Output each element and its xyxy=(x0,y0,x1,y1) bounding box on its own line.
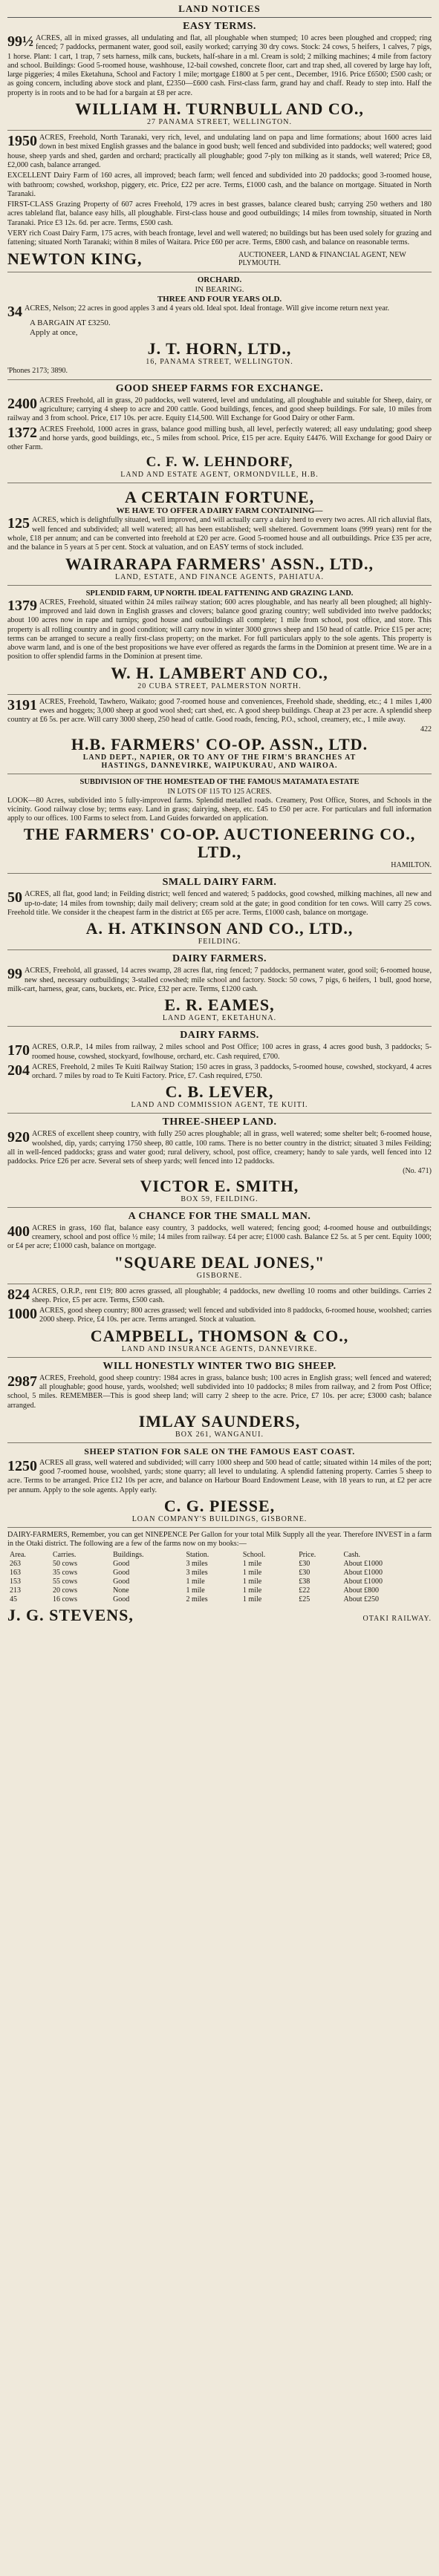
advertiser-address: LAND AGENT, EKETAHUNA. xyxy=(162,1014,277,1023)
advertiser-name: J. G. STEVENS, xyxy=(7,1605,134,1624)
ad-subtitle: IN LOTS OF 115 TO 125 ACRES. xyxy=(167,787,272,796)
ad-reference: (No. 471) xyxy=(403,1166,432,1175)
table-cell: 1 mile xyxy=(242,1577,262,1586)
ad-piesse xyxy=(7,1443,432,1528)
advertiser-address: BOX 59, FEILDING. xyxy=(181,1194,258,1203)
advertiser-name: C. G. PIESSE, xyxy=(163,1497,276,1516)
ad-body: 1950 ACRES, Freehold, North Taranaki, very rich, level, and undulating land on papa and lime formations; about 1600 acres laid down in best mixed English grasses and the balance in good bush; well fenced and subdivided into paddocks; well watered; good house, sheep yards and shed, garden and orchard; practically all ploughable; good 7-ply ton milking as it stands, well watered; Price £8, £2,000 cash, balance arranged. xyxy=(7,133,432,169)
advertiser-address: 16, PANAMA STREET, WELLINGTON. xyxy=(146,357,293,366)
table-row xyxy=(7,1595,432,1604)
advertiser-address: 27 PANAMA STREET, WELLINGTON. xyxy=(146,118,293,127)
table-cell: 213 xyxy=(10,1586,21,1595)
lead-number: 1250 xyxy=(7,1457,37,1474)
ad-title: SPLENDID FARM, UP NORTH. IDEAL FATTENING AND GRAZING LAND. xyxy=(85,589,354,598)
table-cell: About £1000 xyxy=(343,1577,383,1586)
advertiser-name: NEWTON KING, xyxy=(7,249,143,268)
advertiser-address: OTAKI RAILWAY. xyxy=(362,1614,432,1623)
ad-price: A BARGAIN AT £3250. xyxy=(30,318,111,327)
table-cell: About £1000 xyxy=(343,1568,383,1577)
table-row xyxy=(7,1569,432,1578)
section-header: LAND NOTICES xyxy=(7,1,432,18)
ad-atkinson xyxy=(7,874,432,950)
table-cell: 3 miles xyxy=(186,1568,208,1577)
advertiser-address: GISBORNE. xyxy=(196,1271,243,1280)
advertiser-address: LAND AND COMMISSION AGENT, TE KUITI. xyxy=(131,1101,308,1110)
ad-body: 1379 ACRES, Freehold, situated within 24 miles railway station; 600 acres ploughable, and has nearly all been ploughed; all highly-improved and laid down in English grasses and clovers; balance good grazing country; well subdivided into twelve paddocks; about 100 acres now in rape and turnips; good house and outbuildings all complete; 1 mile from school, post office, and store. This property is all rolling country and in good condition; will carry now in winter 3000 grows sheep and 150 head of cattle. Price £15 per acre; terms can be arranged to secure a really first-class property; on the market. For full particulars apply to the sole agents. This property is above warm land, and is one of the best propositions we have ever offered as regards the farms in the Dominion at present time. We are in a position to offer splendid farms in the Dominion at present time. xyxy=(7,597,432,661)
table-row xyxy=(7,1578,432,1586)
column-header: Carries. xyxy=(52,1550,77,1559)
ad-body: 99 ACRES, Freehold, all grassed, 14 acres swamp, 28 acres flat, ring fenced; 7 paddocks, permanent water, good soil; 6-roomed house, new shed, necessary outbuildings; 3-stalled cowshed; mile school and factory. Stock: 50 cows, 7 pigs, 6 heifers, 1 bull, good horse, milk-cart, harness, gear, cans, buckets, etc. Price, £32 per acre. Terms, £1200 cash. xyxy=(7,966,432,993)
table-cell: £22 xyxy=(299,1586,310,1595)
table-cell: 35 cows xyxy=(52,1568,78,1577)
advertiser-name: A. H. ATKINSON AND CO., LTD., xyxy=(85,919,354,938)
table-cell: 1 mile xyxy=(242,1568,262,1577)
table-cell: £30 xyxy=(299,1568,310,1577)
column-header: Cash. xyxy=(343,1550,360,1559)
table-cell: 1 mile xyxy=(242,1586,262,1595)
ad-title: SHEEP STATION FOR SALE ON THE FAMOUS EAST COAST. xyxy=(84,1445,355,1457)
advertiser-name: IMLAY SAUNDERS, xyxy=(138,1411,301,1431)
ad-smith xyxy=(7,1114,432,1207)
lead-number: 400 xyxy=(7,1223,30,1240)
table-cell: £25 xyxy=(299,1595,310,1604)
column-header: Station. xyxy=(186,1550,209,1559)
advertiser-name: C. F. W. LEHNDORF, xyxy=(146,454,293,471)
table-cell: About £800 xyxy=(343,1586,379,1595)
land-notices-page xyxy=(7,0,432,1628)
ad-lambert xyxy=(7,586,432,695)
ad-matamata xyxy=(7,774,432,875)
advertiser-tag: AUCTIONEER, LAND & FINANCIAL AGENT, NEW PLYMOUTH. xyxy=(238,250,406,267)
lead-number: 920 xyxy=(7,1129,30,1146)
table-cell: About £1000 xyxy=(343,1559,383,1568)
ad-campbell-thomson xyxy=(7,1284,432,1358)
table-cell: Good xyxy=(113,1559,130,1568)
table-cell: 50 cows xyxy=(52,1559,78,1568)
ad-apply: Apply at once, xyxy=(30,327,78,337)
advertiser-address: LAND AND INSURANCE AGENTS, DANNEVIRKE. xyxy=(121,1344,318,1353)
ad-hb-farmers xyxy=(7,695,432,774)
ad-body: 3191 ACRES, Freehold, Tawhero, Waikato; good 7-roomed house and conveniences, Freehold shade, shedding, etc.; 4 1 miles 1,400 ewes and hoggets; 3,000 sheep at good wool shed; cart shed, etc. A good sheep buildings. Cheap at 23 per acre. A splendid sheep country at £6 5s. per acre. Will carry 3000 sheep, 250 head of cattle. Good roads, fencing, P.O., school, creamery, etc., 1 mile away. xyxy=(7,696,432,725)
advertiser-name: C. B. LEVER, xyxy=(165,1082,274,1102)
table-cell: Good xyxy=(113,1595,130,1604)
lead-number: 824 xyxy=(7,1286,30,1303)
table-cell: 153 xyxy=(10,1577,21,1586)
ad-wairarapa xyxy=(7,483,432,585)
lead-number: 204 xyxy=(7,1062,30,1079)
ad-body: 170 ACRES, O.R.P., 14 miles from railway, 2 miles school and Post Office; 100 acres in grass, 4 acres good bush, 3 paddocks; 5-roomed house, cowshed, stockyard, fowlhouse, orchard, etc. Cash required, £700. xyxy=(7,1042,432,1061)
ad-subtitle: WE HAVE TO OFFER A DAIRY FARM CONTAINING— xyxy=(116,506,323,516)
ad-title: DAIRY FARMERS. xyxy=(172,953,267,965)
lead-number: 1000 xyxy=(7,1306,37,1323)
table-cell: 3 miles xyxy=(186,1559,208,1568)
advertiser-name: WAIRARAPA FARMERS' ASSN., LTD., xyxy=(65,554,374,573)
table-row xyxy=(7,1560,432,1569)
advertiser-address: BOX 261, WANGANUI. xyxy=(175,1430,264,1439)
table-cell: 1 mile xyxy=(242,1559,262,1568)
table-cell: 55 cows xyxy=(52,1577,78,1586)
table-cell: 2 miles xyxy=(186,1595,208,1604)
ad-newton-king xyxy=(7,131,432,272)
lead-number: 50 xyxy=(7,889,22,906)
advertiser-phone: 'Phones 2173; 3890. xyxy=(7,366,68,375)
lead-number: 99½ xyxy=(7,33,33,50)
lead-number: 1379 xyxy=(7,597,37,614)
advertiser-address: LAND, ESTATE, AND FINANCE AGENTS, PAHIATUA. xyxy=(114,572,324,581)
ad-title: EASY TERMS. xyxy=(183,21,256,32)
advertiser-name: VICTOR E. SMITH, xyxy=(140,1176,299,1195)
advertiser-address: LOAN COMPANY'S BUILDINGS, GISBORNE. xyxy=(131,1515,308,1524)
column-header: Buildings. xyxy=(113,1550,144,1559)
advertiser-name: J. T. HORN, LTD., xyxy=(147,339,292,358)
ad-lehndorf xyxy=(7,380,432,484)
ad-body: 99½ ACRES, all in mixed grasses, all undulating and flat, all ploughable when stumped; 10 acres been ploughed and cropped; ring fenced; 7 paddocks, permanent water, good soil, easily worked; carrying 30 dry cows. Stock: 24 cows, 5 heifers, 1 calves, 7 pigs, 1 horse. Plant: 1 cart, 1 trap, 7 sets harness, milk cans, buckets, half-share in a ml. Cream is sold; 2 milking machines; 4 mile from factory and school. Buildings: Good 5-roomed house, washhouse, 12-bail cowshed, concrete floor, cart and trap shed, all covered by large hay loft, large piggeries; 4 miles Eketahuna, School and Factory 1 mile; mortgage £1800 at 5 per cent., December, 1916. Price £6500; £500 cash; or as going concern, including above stock and plant, £2350—£600 cash. First-class farm, grand hay and chaff. Ready to step into. Half the property is in roots and to be had for a bargain at £8 per acre. xyxy=(7,33,432,97)
ad-title: THREE-SHEEP LAND. xyxy=(162,1117,277,1128)
ad-title: SMALL DAIRY FARM. xyxy=(162,877,277,889)
table-cell: 1 mile xyxy=(186,1586,205,1595)
ad-body: 125 ACRES, which is delightfully situated, well improved, and will actually carry a dairy herd to every two acres. All rich alluvial flats, well fenced and subdivided; all well watered; all has been established; well sheltered. Government loans (999 years) rent for the whole, £18 per annum; and can be converted into freehold at £20 per acre. Good 5-roomed house and all outbuildings. Price £35 per acre, and the balance in 5 years at 5 per cent. Stock at valuation, and on EASY terms of stock included. xyxy=(7,515,432,552)
column-header: Area. xyxy=(10,1550,26,1559)
advertiser-name: W. H. LAMBERT AND CO., xyxy=(111,663,328,682)
ad-body: 824 ACRES, O.R.P., rent £19; 800 acres grassed, all ploughable; 4 paddocks, new dwelling 10 rooms and other buildings. Carries 2 sheep. Price, £5 per acre. Terms, £500 cash. xyxy=(7,1286,432,1304)
ad-body: 50 ACRES, all flat, good land; in Feilding district; well fenced and watered; 5 paddocks, good cowshed, milking machines, all new and up-to-date; 14 miles from township; daily mail delivery; cream sold at the gate; in good condition for ten cows. Will carry 25 cows. Freehold title. We consider it the cheapest farm in the district at £65 per acre. Terms, £1000 cash, balance on mortgage. xyxy=(7,889,432,918)
table-header-row xyxy=(7,1551,432,1560)
ad-stevens xyxy=(7,1528,432,1628)
table-cell: £30 xyxy=(299,1559,310,1568)
ad-title: A CERTAIN FORTUNE, xyxy=(124,488,314,507)
ad-body: 920 ACRES of excellent sheep country, with fully 250 acres ploughable; all in grass, well watered; some shelter belt; 6-roomed house, woolshed, dip, yards; carrying 1750 sheep, 80 cattle, 100 rams. There is no better country in the district; situated 3 miles Feilding; all in well-fenced paddocks; grass and water good; rural delivery, school, post office, creamery; handy to sale yards, well fenced into 12 paddocks. Price £26 per acre. Several sets of sheep yards; well fenced into 12 paddocks. xyxy=(7,1129,432,1166)
lead-number: 34 xyxy=(7,303,22,320)
ad-title: ORCHARD. xyxy=(197,275,242,284)
table-cell: £38 xyxy=(299,1577,310,1586)
lead-number: 1950 xyxy=(7,133,37,150)
lead-number: 125 xyxy=(7,515,30,532)
ad-eames xyxy=(7,950,432,1027)
ad-subtitle: IN BEARING. xyxy=(195,284,244,294)
lead-number: 2400 xyxy=(7,395,37,412)
advertiser-address: 20 CUBA STREET, PALMERSTON NORTH. xyxy=(137,681,302,690)
ad-body: 1372 ACRES Freehold, 1000 acres in grass, balance good milling bush, all level, perfectly watered; all easy undulating; good sheep and horse yards, good buildings, etc., 5 miles from school. Price, £15 per acre. Equity £4476. Will Exchange for good Dairy or other Farm. xyxy=(7,424,432,452)
table-cell: 1 mile xyxy=(242,1595,262,1604)
lead-number: 1372 xyxy=(7,424,37,441)
table-cell: 263 xyxy=(10,1559,21,1568)
table-cell: 1 mile xyxy=(186,1577,205,1586)
ad-body: 204 ACRES, Freehold, 2 miles Te Kuiti Railway Station; 150 acres in grass, 3 paddocks, 5-roomed house, cowshed, stockyard, 4 acres orchard. 7 miles by road to Te Kuiti Factory. Price, £7. Cash required, £750. xyxy=(7,1062,432,1081)
ad-body: EXCELLENT Dairy Farm of 160 acres, all improved; beach farm; well fenced and subdivided into 20 paddocks; good 3-roomed house, with bathroom; cowshed, workshop, piggery, etc. Price, £22 per acre. Terms, £1000 cash, and the balance on mortgage. Situated in North Taranaki. xyxy=(7,171,432,198)
lead-number: 3191 xyxy=(7,696,37,713)
ad-reference: 422 xyxy=(420,725,432,733)
column-header: Price. xyxy=(299,1550,316,1559)
advertiser-name: H.B. FARMERS' CO-OP. ASSN., LTD. xyxy=(71,734,368,753)
ad-body: 34 ACRES, Nelson; 22 acres in good apples 3 and 4 years old. Ideal spot. Ideal frontage. Will give income return next year. xyxy=(7,303,390,320)
ad-square-deal-jones xyxy=(7,1208,432,1284)
ad-horn xyxy=(7,272,432,380)
ad-turnbull xyxy=(7,18,432,131)
ad-body: FIRST-CLASS Grazing Property of 607 acres Freehold, 179 acres in best grasses, balance cleared bush; carrying 250 wethers and 180 acres tableland flat, balance easy hills, all ploughable. First-class house and good outbuildings; 14 miles from township, situated in North Taranaki. Price £3 12s. 6d. per acre. Terms, £500 cash. xyxy=(7,200,432,227)
lead-number: 99 xyxy=(7,966,22,983)
table-row xyxy=(7,1586,432,1595)
table-cell: 20 cows xyxy=(52,1586,78,1595)
table-cell: 163 xyxy=(10,1568,21,1577)
ad-title: A CHANCE FOR THE SMALL MAN. xyxy=(128,1210,311,1222)
ad-body: 400 ACRES in grass, 160 flat, balance easy country, 3 paddocks, well watered; fencing good; 4-roomed house and outbuildings; creamery, school and post office ½ mile; 14 miles from railway. £4 per acre; £1000 cash. Balance £2 5s. at 5 per cent. Equity 1000; or £4 per acre; £1000 cash, balance on mortgage. xyxy=(7,1223,432,1251)
ad-imlay-saunders xyxy=(7,1358,432,1443)
lead-number: 170 xyxy=(7,1042,30,1059)
advertiser-name: E. R. EAMES, xyxy=(164,996,275,1015)
ad-body: 1000 ACRES, good sheep country; 800 acres grassed; well fenced and subdivided into 8 paddocks, 6-roomed house, woolshed; carries 2000 sheep. Price, £4 10s. per acre. Terms arranged. Stock at valuation. xyxy=(7,1306,432,1324)
table-cell: About £250 xyxy=(343,1595,379,1604)
table-cell: Good xyxy=(113,1577,130,1586)
advertiser-address: HAMILTON. xyxy=(391,861,432,870)
ad-body: 2400 ACRES Freehold, all in grass, 20 paddocks, well watered, level and undulating, all ploughable and suitable for Sheep, dairy, or agriculture; carrying 4 sheep to acre and 200 cattle. Good buildings, fences, and good sheep buildings. For sale, 10 miles from railway and 3 from school. Price, £17 10s. per acre. Equity £14,500. Will Exchange for Good Dairy or other Farm. xyxy=(7,395,432,423)
ad-title: SUBDIVISION OF THE HOMESTEAD OF THE FAMOUS MATAMATA ESTATE xyxy=(79,777,360,786)
advertiser-address: LAND AND ESTATE AGENT, ORMONDVILLE, H.B. xyxy=(120,471,319,480)
lead-number: 2987 xyxy=(7,1373,37,1390)
farm-table xyxy=(7,1551,432,1604)
ad-title: GOOD SHEEP FARMS FOR EXCHANGE. xyxy=(115,382,324,394)
table-cell: None xyxy=(113,1586,129,1595)
table-cell: 16 cows xyxy=(52,1595,78,1604)
ad-body: 1250 ACRES all grass, well watered and subdivided; will carry 1000 sheep and 500 head of cattle; situated within 14 miles of the port; good 7-roomed house, woolshed, yards; stone quarry; all level to undulating. A splendid fattening property. Carries 5 sheep to acre. Terms to be arranged. Price £12 10s per acre, and balance on Harbour Board Endowment Lease, with 18 years to run, at £2 per acre per annum. Apply to the sole agents. Apply early. xyxy=(7,1457,432,1494)
ad-subtitle: THREE AND FOUR YEARS OLD. xyxy=(157,294,282,304)
advertiser-address: LAND DEPT., NAPIER, OR TO ANY OF THE FIRM'S BRANCHES AT xyxy=(82,753,357,762)
table-cell: Good xyxy=(113,1568,130,1577)
advertiser-name: "SQUARE DEAL JONES," xyxy=(114,1252,325,1272)
table-cell: 45 xyxy=(10,1595,17,1604)
advertiser-name: WILLIAM H. TURNBULL AND CO., xyxy=(75,99,364,119)
advertiser-branches: HASTINGS, DANNEVIRKE, WAIPUKURAU, AND WAIROA. xyxy=(101,761,338,770)
ad-body: LOOK—80 Acres, subdivided into 5 fully-improved farms. Splendid metalled roads. Creamery, Post Office, Stores, and Schools in the vicinity. Good railway close by; terms easy. Land in grass; dairying, sheep, etc. £45 to £50 per acre. For particulars and full information apply to our offices. 100 Farms to select from. Land Guides forwarded on application. xyxy=(7,796,432,823)
ad-title: DAIRY FARMS. xyxy=(180,1030,259,1042)
advertiser-name: THE FARMERS' CO-OP. AUCTIONEERING CO., LTD., xyxy=(23,825,416,862)
advertiser-address: FEILDING. xyxy=(198,938,241,947)
column-header: School. xyxy=(242,1550,266,1559)
ad-body: VERY rich Coast Dairy Farm, 175 acres, with beach frontage, level and well watered; no buildings but has been used solely for grazing and fattening; situated North Taranaki; within 8 miles of Waitara. Price £60 per acre. Terms, £800 cash, and balance on reasonable terms. xyxy=(7,229,432,247)
ad-body: 2987 ACRES, Freehold, good sheep country: 1984 acres in grass, balance bush; 100 acres in English grass; well fenced and watered; all ploughable; good house, yards, woolshed; well subdivided into 10 paddocks; 8 miles from railway, and 2 from Post Office; school, 5 miles. REMEMBER—This is good sheep land; will carry 2 sheep to the acre. Price, £7 10s. per acre; £3000 cash; balance arranged. xyxy=(7,1373,432,1410)
ad-body: DAIRY-FARMERS, Remember, you can get NINEPENCE Per Gallon for your total Milk Supply all the year. Therefore INVEST in a farm in the Otaki district. The following are a few of the farms now on my books:— xyxy=(7,1531,432,1549)
ad-lever xyxy=(7,1027,432,1114)
ad-title: WILL HONESTLY WINTER TWO BIG SHEEP. xyxy=(103,1360,336,1372)
advertiser-name: CAMPBELL, THOMSON & CO., xyxy=(90,1326,349,1345)
